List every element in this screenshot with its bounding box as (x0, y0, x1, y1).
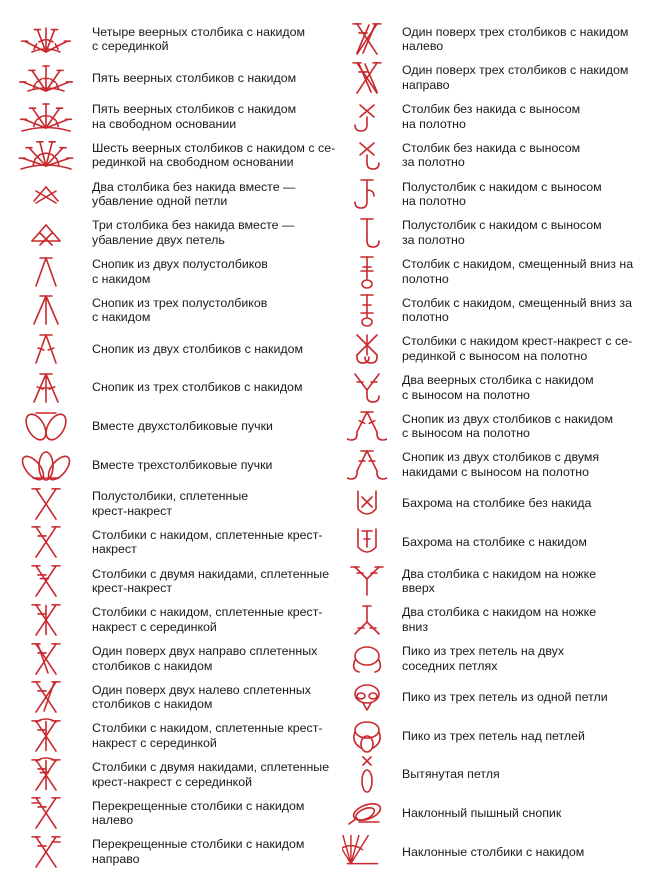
legend-entry (0, 639, 340, 678)
symbol-description: Вместе двухстолбиковые пучки (92, 419, 273, 434)
symbol-description: Перекрещенные столбики с накидом направо (92, 837, 305, 867)
sc3tog-icon (6, 217, 86, 249)
legend-entry (0, 678, 340, 717)
legend-entry (340, 252, 662, 291)
symbol-description: Один поверх трех столбиков с накидом направо (402, 63, 629, 93)
hdc2-sheaf-icon (6, 254, 86, 290)
one-over-two-right-icon (6, 641, 86, 677)
fan-2-spike-icon (342, 370, 392, 406)
legend-entry (0, 562, 340, 601)
symbol-description: Столбики с накидом, сплетенные крест- накрест (92, 527, 323, 557)
symbol-description: Столбики с накидом, сплетенные крест- накрест с серединкой (92, 721, 323, 750)
sc2tog-icon (6, 179, 86, 209)
legend-entry (0, 214, 340, 253)
dropped-dc-2-icon (342, 291, 392, 329)
legend-entry (0, 833, 340, 872)
elongated-loop-icon (342, 755, 392, 795)
picot-over-loop-icon (342, 718, 392, 754)
symbol-description: Столбик без накида с выносом за полотно (402, 140, 581, 170)
crossed-dc-icon (6, 524, 86, 560)
symbol-description: Три столбика без накида вместе — убавление двух петель (92, 218, 295, 247)
legend-entry (340, 407, 662, 446)
legend-entry (0, 136, 340, 175)
legend-entry (340, 717, 662, 756)
symbol-description: Полустолбики, сплетенные крест-накрест (92, 489, 249, 518)
crossed-dc-right-icon (6, 834, 86, 870)
slanted-puff-icon (342, 798, 392, 828)
legend-entry (340, 291, 662, 330)
legend-entry (0, 523, 340, 562)
legend-entry (340, 639, 662, 678)
symbol-description: Снопик из двух столбиков с накидом с выносом на полотно (402, 411, 614, 441)
symbol-description: Снопик из трех полустолбиков с накидом (92, 295, 268, 325)
dc3-sheaf-icon (6, 370, 86, 406)
symbol-description: Столбики с накидом, сплетенные крест- накрест с серединкой (92, 605, 323, 634)
symbol-description: Два столбика с накидом на ножке вверх (402, 566, 597, 596)
symbol-description: Наклонный пышный снопик (402, 806, 562, 821)
fan-4-dc-center-icon (6, 22, 86, 56)
legend-entry (0, 407, 340, 446)
symbol-description: Шесть веерных столбиков с накидом с се- рединкой на свободном основании (92, 140, 336, 170)
symbol-description: Один поверх двух направо сплетенных столбиков с накидом (92, 643, 318, 673)
symbol-description: Бахрома на столбике без накида (402, 496, 592, 511)
legend-entry (0, 794, 340, 833)
legend-entry (0, 291, 340, 330)
symbol-description: Перекрещенные столбики с накидом налево (92, 798, 305, 828)
legend-entry (0, 175, 340, 214)
symbol-description: Пять веерных столбиков с накидом (92, 70, 297, 85)
legend-entry (340, 175, 662, 214)
legend-entry (340, 562, 662, 601)
legend-entry (340, 833, 662, 872)
dc3-cluster-together-icon (6, 448, 86, 482)
symbol-description: Столбик с накидом, смещенный вниз за полотно (402, 295, 633, 325)
symbol-description: Один поверх трех столбиков с накидом налево (402, 24, 629, 54)
symbol-description: Столбик с накидом, смещенный вниз на полотно (402, 256, 634, 286)
symbol-description: Снопик из трех столбиков с накидом (92, 380, 303, 395)
legend-entry (340, 484, 662, 523)
slanted-dc-icon (342, 835, 392, 869)
dropped-dc-icon (342, 253, 392, 291)
legend-entry (340, 523, 662, 562)
legend-entry (340, 214, 662, 253)
symbol-description: Пять веерных столбиков с накидом на свободном основании (92, 102, 297, 131)
legend-entry (340, 678, 662, 717)
symbol-description: Бахрома на столбике с накидом (402, 535, 587, 550)
spike-hdc-2-icon (342, 215, 392, 251)
legend-entry (340, 59, 662, 98)
symbol-description: Пико из трех петель над петлей (402, 728, 585, 743)
fan-5-dc-icon (6, 61, 86, 95)
legend-entry (0, 755, 340, 794)
two-dc-stem-down-icon (342, 602, 392, 638)
symbol-description: Два веерных столбика с накидом с выносом на полотно (402, 373, 594, 402)
legend-entry (340, 97, 662, 136)
crossed-dc-center-2-icon (6, 718, 86, 754)
legend-entry (340, 20, 662, 59)
crossed-spike-dc-icon (342, 331, 392, 367)
legend-entry (0, 368, 340, 407)
symbol-description: Два столбика с накидом на ножке вниз (402, 605, 597, 634)
picot-one-loop-icon (342, 680, 392, 714)
two-dc-stem-up-icon (342, 563, 392, 599)
crossed-tr-icon (6, 563, 86, 599)
spike-hdc-icon (342, 176, 392, 212)
legend-entry (340, 136, 662, 175)
legend-entry (0, 330, 340, 369)
crossed-tr-center-icon (6, 757, 86, 793)
spike-sc-icon (342, 99, 392, 135)
symbol-description: Столбики с двумя накидами, сплетенные крест-накрест с серединкой (92, 760, 330, 789)
legend-entry (340, 446, 662, 485)
crossed-dc-left-icon (6, 795, 86, 831)
fringe-dc-icon (342, 525, 392, 559)
legend-entry (0, 717, 340, 756)
one-over-three-right-icon (342, 60, 392, 96)
symbol-description: Снопик из двух полустолбиков с накидом (92, 256, 268, 286)
legend-entry (0, 601, 340, 640)
symbol-description: Полустолбик с накидом с выносом на полотно (402, 179, 602, 209)
crossed-dc-center-icon (6, 602, 86, 638)
symbol-description: Четыре веерных столбика с накидом с серединкой (92, 24, 306, 54)
legend-entry (340, 368, 662, 407)
dc2-sheaf-icon (6, 331, 86, 367)
symbol-description: Один поверх двух налево сплетенных столбиков с накидом (92, 682, 311, 712)
symbol-description: Пико из трех петель из одной петли (402, 689, 608, 704)
legend-entry (340, 755, 662, 794)
legend-entry (0, 97, 340, 136)
legend-entry (0, 59, 340, 98)
symbol-description: Столбик без накида с выносом на полотно (402, 102, 581, 131)
tr2-sheaf-spike-icon (342, 447, 392, 483)
legend-entry (0, 252, 340, 291)
hdc3-sheaf-icon (6, 292, 86, 328)
legend-entry (340, 794, 662, 833)
symbol-description: Снопик из двух столбиков с накидом (92, 341, 304, 356)
legend-entry (0, 446, 340, 485)
fringe-sc-icon (342, 487, 392, 521)
one-over-two-left-icon (6, 679, 86, 715)
legend-entry (0, 484, 340, 523)
picot-two-loops-icon (342, 642, 392, 676)
legend-entry (0, 20, 340, 59)
symbol-description: Два столбика без накида вместе — убавление одной петли (92, 179, 296, 209)
spike-sc-2-icon (342, 137, 392, 173)
symbol-description: Наклонные столбики с накидом (402, 844, 585, 859)
symbol-description: Столбики с накидом крест-накрест с се- рединкой с выносом на полотно (402, 334, 633, 363)
symbol-description: Вместе трехстолбиковые пучки (92, 457, 273, 472)
symbol-description: Снопик из двух столбиков с двумя накидами с выносом на полотно (402, 450, 600, 480)
one-over-three-left-icon (342, 21, 392, 57)
dc2-sheaf-spike-icon (342, 408, 392, 444)
legend-entry (340, 330, 662, 369)
fan-5-dc-free-base-icon (6, 100, 86, 134)
symbol-description: Столбики с двумя накидами, сплетенные крест-накрест (92, 566, 330, 596)
symbol-description: Пико из трех петель на двух соседних петлях (402, 643, 565, 673)
symbol-description: Полустолбик с накидом с выносом за полотно (402, 218, 602, 247)
legend-entry (340, 601, 662, 640)
fan-6-dc-free-base-icon (6, 138, 86, 172)
crossed-hdc-icon (6, 486, 86, 522)
dc2-cluster-together-icon (6, 409, 86, 443)
symbol-description: Вытянутая петля (402, 767, 500, 782)
